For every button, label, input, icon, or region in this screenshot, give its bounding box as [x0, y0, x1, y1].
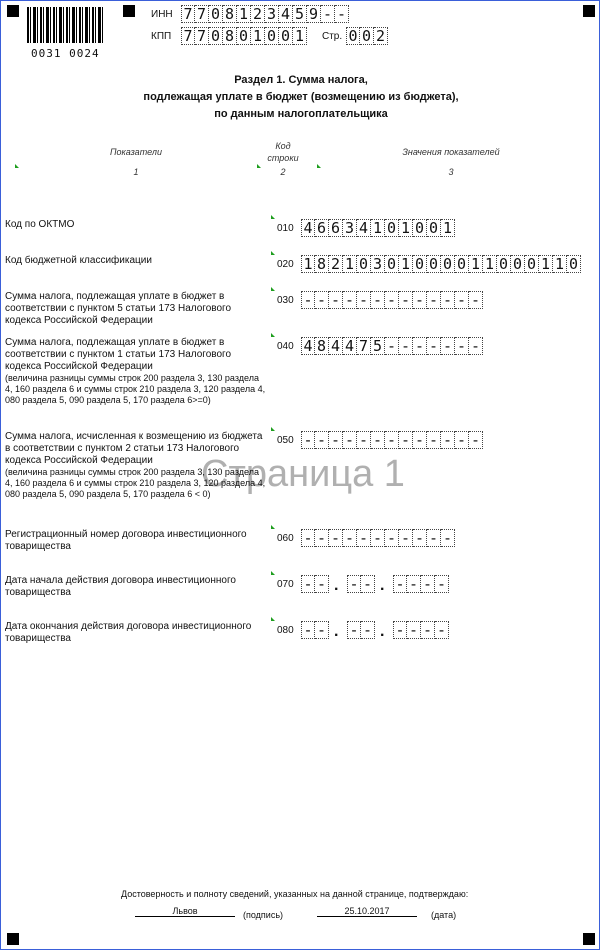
- char-cell: -: [413, 529, 427, 547]
- row-label: Сумма налога, подлежащая уплате в бюджет в: [5, 291, 225, 302]
- char-cell: 3: [371, 255, 385, 273]
- date-separator: .: [334, 623, 339, 640]
- corner-tick: [271, 427, 275, 431]
- char-cell: 0: [360, 27, 374, 45]
- column-header-indicators: Показатели: [110, 147, 162, 157]
- char-cell: -: [441, 337, 455, 355]
- char-cell: 4: [279, 5, 293, 23]
- char-cell: -: [347, 575, 361, 593]
- value-field-060[interactable]: [301, 529, 455, 547]
- char-cell: -: [421, 621, 435, 639]
- row-label: Код бюджетной классификации: [5, 255, 152, 266]
- corner-tick: [271, 617, 275, 621]
- page-number-field[interactable]: [346, 27, 388, 45]
- corner-marker: [7, 933, 19, 945]
- row-label: соответствии с пунктом 5 статьи 173 Налогового: [5, 303, 232, 314]
- row-label: товарищества: [5, 587, 71, 598]
- char-cell: 0: [567, 255, 581, 273]
- char-cell: 6: [329, 219, 343, 237]
- row-label: Дата начала действия договора инвестиционного: [5, 575, 236, 586]
- row-note: 080 раздела 5, 090 раздела 5, 170 раздела 6 < 0): [5, 489, 211, 499]
- row-code: 050: [277, 435, 294, 446]
- char-cell: -: [343, 291, 357, 309]
- row-label: товарищества: [5, 541, 71, 552]
- char-cell: 0: [413, 219, 427, 237]
- char-cell: 0: [237, 27, 251, 45]
- char-cell: -: [413, 337, 427, 355]
- date-dd-field-070[interactable]: [301, 575, 329, 593]
- barcode-number: 0031 0024: [31, 47, 100, 60]
- corner-marker: [583, 5, 595, 17]
- char-cell: 1: [399, 255, 413, 273]
- char-cell: 1: [483, 255, 497, 273]
- corner-tick: [15, 164, 19, 168]
- row-label: Код по ОКТМО: [5, 219, 75, 230]
- column-header-code-line2: строки: [267, 153, 299, 163]
- char-cell: -: [321, 5, 335, 23]
- char-cell: 3: [265, 5, 279, 23]
- char-cell: 0: [265, 27, 279, 45]
- char-cell: 8: [315, 255, 329, 273]
- row-label: товарищества: [5, 633, 71, 644]
- char-cell: 0: [511, 255, 525, 273]
- char-cell: 3: [343, 219, 357, 237]
- char-cell: -: [441, 291, 455, 309]
- char-cell: 0: [357, 255, 371, 273]
- char-cell: -: [393, 621, 407, 639]
- row-note: 4, 160 раздела 6 и суммы строк 210 раздела 3, 120 раздела 4,: [5, 478, 266, 488]
- corner-marker: [123, 5, 135, 17]
- row-label: соответствии с пунктом 1 статьи 173 Налогового: [5, 349, 232, 360]
- char-cell: -: [315, 621, 329, 639]
- char-cell: 4: [329, 337, 343, 355]
- char-cell: 0: [497, 255, 511, 273]
- char-cell: -: [357, 431, 371, 449]
- char-cell: -: [469, 431, 483, 449]
- value-field-050[interactable]: [301, 431, 483, 449]
- char-cell: -: [427, 337, 441, 355]
- row-label: Сумма налога, подлежащая уплате в бюджет в: [5, 337, 225, 348]
- char-cell: -: [427, 431, 441, 449]
- char-cell: -: [301, 431, 315, 449]
- row-note: 4, 160 раздела 6 и суммы строк 210 раздела 3, 120 раздела 4,: [5, 384, 266, 394]
- char-cell: -: [329, 291, 343, 309]
- char-cell: 7: [357, 337, 371, 355]
- value-field-010[interactable]: [301, 219, 455, 237]
- corner-tick: [257, 164, 261, 168]
- char-cell: -: [329, 529, 343, 547]
- row-label: Сумма налога, исчисленная к возмещению из бюджета: [5, 431, 263, 442]
- corner-tick: [271, 215, 275, 219]
- char-cell: -: [441, 431, 455, 449]
- corner-marker: [7, 5, 19, 17]
- section-title-line2: подлежащая уплате в бюджет (возмещению из бюджета),: [143, 91, 459, 103]
- char-cell: -: [315, 529, 329, 547]
- char-cell: 1: [399, 219, 413, 237]
- char-cell: -: [343, 431, 357, 449]
- char-cell: 0: [346, 27, 360, 45]
- row-label: кодекса Российской Федерации: [5, 315, 153, 326]
- date-separator: .: [380, 577, 385, 594]
- row-code: 080: [277, 625, 294, 636]
- char-cell: 5: [293, 5, 307, 23]
- char-cell: -: [435, 621, 449, 639]
- char-cell: 1: [293, 27, 307, 45]
- column-header-values: Значения показателей: [402, 147, 500, 157]
- char-cell: 2: [251, 5, 265, 23]
- char-cell: -: [315, 575, 329, 593]
- char-cell: -: [427, 291, 441, 309]
- char-cell: 6: [315, 219, 329, 237]
- value-field-030[interactable]: [301, 291, 483, 309]
- row-code: 070: [277, 579, 294, 590]
- value-field-020[interactable]: [301, 255, 581, 273]
- char-cell: -: [455, 291, 469, 309]
- char-cell: 8: [315, 337, 329, 355]
- row-label: Регистрационный номер договора инвестиционного: [5, 529, 247, 540]
- char-cell: 7: [181, 27, 195, 45]
- char-cell: -: [435, 575, 449, 593]
- date-mm-field-080[interactable]: [347, 621, 375, 639]
- char-cell: -: [399, 291, 413, 309]
- row-code: 010: [277, 223, 294, 234]
- char-cell: 4: [301, 219, 315, 237]
- row-label: Дата окончания действия договора инвестиционного: [5, 621, 252, 632]
- corner-tick: [271, 251, 275, 255]
- row-note: (величина разницы суммы строк 200 раздела 3, 130 раздела: [5, 467, 259, 477]
- signer-name[interactable]: Львов: [135, 906, 235, 917]
- char-cell: 0: [427, 255, 441, 273]
- value-field-040[interactable]: [301, 337, 483, 355]
- char-cell: -: [315, 291, 329, 309]
- row-code: 060: [277, 533, 294, 544]
- char-cell: -: [361, 621, 375, 639]
- char-cell: 0: [441, 255, 455, 273]
- kpp-label: КПП: [151, 31, 172, 42]
- row-note: 080 раздела 5, 090 раздела 5, 170 раздела 6>=0): [5, 395, 211, 405]
- char-cell: 0: [209, 5, 223, 23]
- char-cell: 7: [195, 5, 209, 23]
- char-cell: -: [399, 529, 413, 547]
- char-cell: 1: [371, 219, 385, 237]
- row-label: кодекса Российской Федерации: [5, 455, 153, 466]
- column-number-2: 2: [280, 167, 286, 177]
- char-cell: -: [371, 291, 385, 309]
- char-cell: -: [455, 431, 469, 449]
- char-cell: 1: [343, 255, 357, 273]
- row-label: кодекса Российской Федерации: [5, 361, 153, 372]
- row-code: 040: [277, 341, 294, 352]
- char-cell: -: [357, 291, 371, 309]
- char-cell: -: [407, 621, 421, 639]
- char-cell: 1: [251, 27, 265, 45]
- char-cell: -: [393, 575, 407, 593]
- corner-tick: [271, 525, 275, 529]
- section-title-line1: Раздел 1. Сумма налога,: [234, 74, 368, 86]
- char-cell: -: [427, 529, 441, 547]
- column-number-1: 1: [133, 167, 139, 177]
- char-cell: 1: [539, 255, 553, 273]
- row-code: 020: [277, 259, 294, 270]
- char-cell: 8: [223, 5, 237, 23]
- char-cell: -: [399, 431, 413, 449]
- char-cell: -: [385, 291, 399, 309]
- char-cell: -: [441, 529, 455, 547]
- kpp-field[interactable]: [181, 27, 307, 45]
- char-cell: 1: [301, 255, 315, 273]
- inn-field[interactable]: [181, 5, 349, 23]
- inn-label: ИНН: [151, 9, 173, 20]
- date-mm-field-070[interactable]: [347, 575, 375, 593]
- char-cell: -: [385, 337, 399, 355]
- char-cell: -: [399, 337, 413, 355]
- char-cell: 0: [455, 255, 469, 273]
- char-cell: 8: [223, 27, 237, 45]
- date-dd-field-080[interactable]: [301, 621, 329, 639]
- char-cell: -: [329, 431, 343, 449]
- date-separator: .: [334, 577, 339, 594]
- char-cell: -: [301, 291, 315, 309]
- char-cell: 2: [374, 27, 388, 45]
- row-note: (величина разницы суммы строк 200 раздела 3, 130 раздела: [5, 373, 259, 383]
- char-cell: -: [407, 575, 421, 593]
- char-cell: 0: [385, 255, 399, 273]
- char-cell: 2: [329, 255, 343, 273]
- char-cell: -: [361, 575, 375, 593]
- char-cell: -: [421, 575, 435, 593]
- char-cell: 9: [307, 5, 321, 23]
- section-title-line3: по данным налогоплательщика: [214, 108, 388, 120]
- date-separator: .: [380, 623, 385, 640]
- char-cell: -: [301, 529, 315, 547]
- char-cell: -: [455, 337, 469, 355]
- corner-tick: [271, 287, 275, 291]
- corner-tick: [271, 571, 275, 575]
- row-label: в соответствии с пунктом 2 статьи 173 Налогового: [5, 443, 240, 454]
- corner-tick: [317, 164, 321, 168]
- char-cell: 4: [343, 337, 357, 355]
- corner-tick: [271, 333, 275, 337]
- char-cell: 0: [427, 219, 441, 237]
- page-watermark: Страница 1: [201, 453, 405, 495]
- char-cell: -: [371, 529, 385, 547]
- char-cell: -: [343, 529, 357, 547]
- char-cell: -: [385, 431, 399, 449]
- char-cell: 7: [181, 5, 195, 23]
- char-cell: 7: [195, 27, 209, 45]
- char-cell: -: [301, 621, 315, 639]
- char-cell: -: [413, 431, 427, 449]
- column-header-code-line1: Код: [275, 141, 291, 151]
- char-cell: 0: [279, 27, 293, 45]
- char-cell: -: [301, 575, 315, 593]
- date-label: (дата): [431, 910, 457, 920]
- char-cell: 1: [553, 255, 567, 273]
- char-cell: 4: [357, 219, 371, 237]
- char-cell: 0: [385, 219, 399, 237]
- signature-date[interactable]: 25.10.2017: [317, 906, 417, 917]
- date-yyyy-field-080[interactable]: [393, 621, 449, 639]
- char-cell: 1: [441, 219, 455, 237]
- char-cell: 5: [371, 337, 385, 355]
- char-cell: -: [469, 337, 483, 355]
- barcode-image: [27, 7, 105, 43]
- page-label: Стр.: [322, 31, 343, 42]
- confirmation-text: Достоверность и полноту сведений, указанных на данной странице, подтверждаю:: [121, 889, 469, 899]
- char-cell: 0: [209, 27, 223, 45]
- char-cell: -: [315, 431, 329, 449]
- char-cell: 1: [469, 255, 483, 273]
- char-cell: 0: [525, 255, 539, 273]
- char-cell: -: [371, 431, 385, 449]
- char-cell: -: [335, 5, 349, 23]
- char-cell: 1: [237, 5, 251, 23]
- row-code: 030: [277, 295, 294, 306]
- column-number-3: 3: [448, 167, 454, 177]
- signature-label: (подпись): [243, 910, 284, 920]
- char-cell: -: [469, 291, 483, 309]
- char-cell: 0: [413, 255, 427, 273]
- char-cell: -: [347, 621, 361, 639]
- char-cell: 4: [301, 337, 315, 355]
- char-cell: -: [385, 529, 399, 547]
- char-cell: -: [357, 529, 371, 547]
- date-yyyy-field-070[interactable]: [393, 575, 449, 593]
- char-cell: -: [413, 291, 427, 309]
- corner-marker: [583, 933, 595, 945]
